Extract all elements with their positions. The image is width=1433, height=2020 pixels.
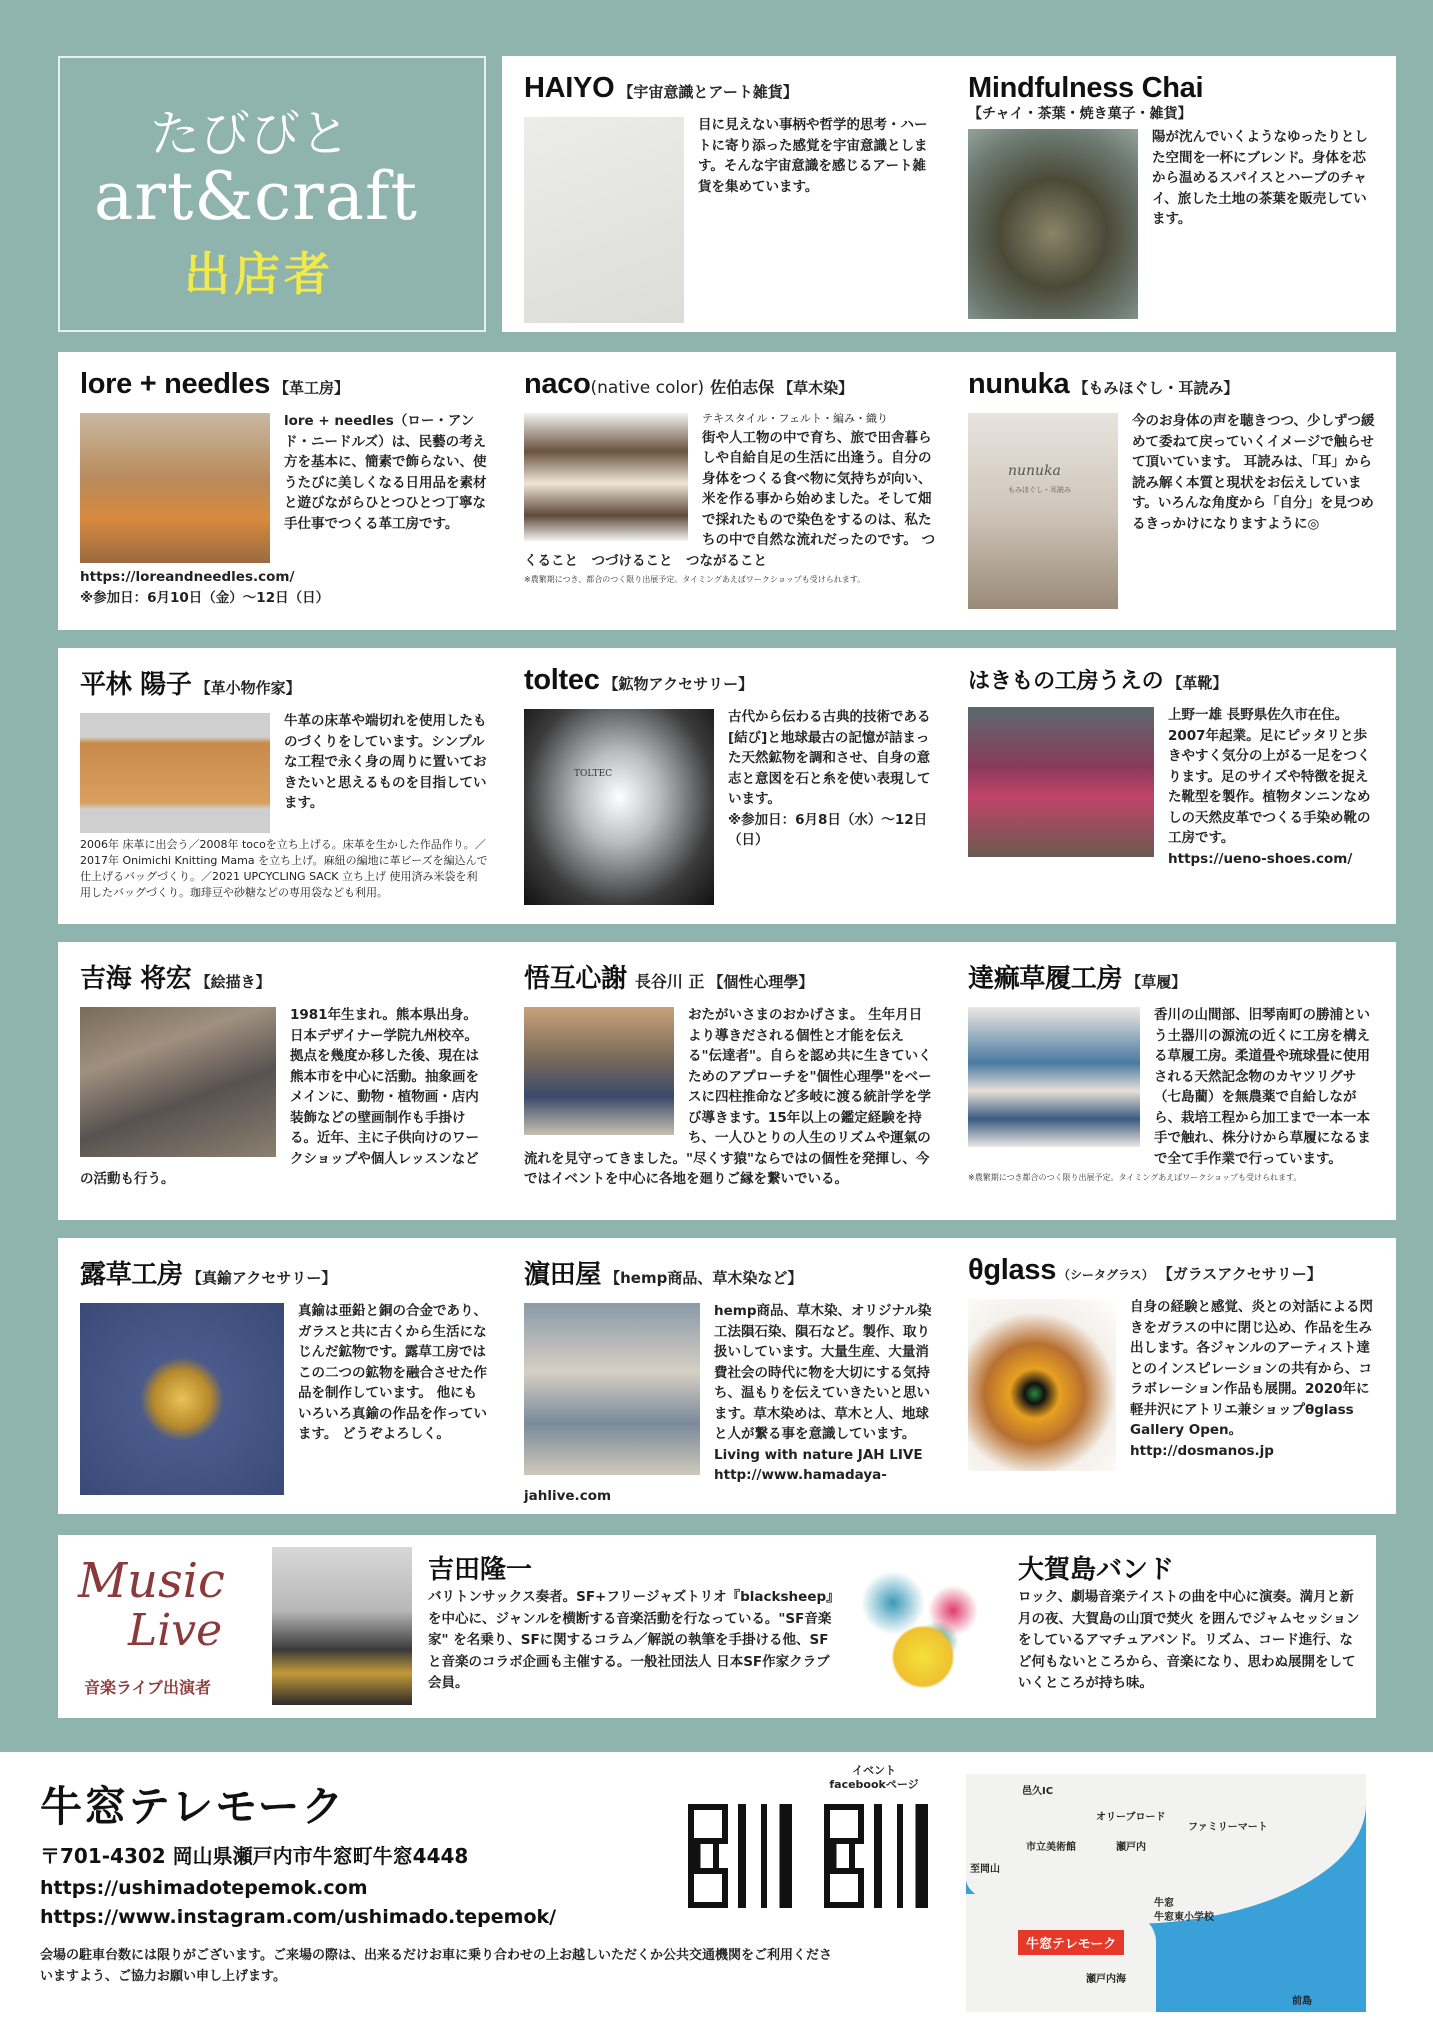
card-name: toltec bbox=[524, 664, 600, 696]
card-tag: 【革靴】 bbox=[1167, 674, 1228, 692]
map-label-familymart: ファミリーマート bbox=[1188, 1822, 1268, 1833]
performer-1-name: 吉田隆一 bbox=[428, 1555, 533, 1585]
ueno-photo bbox=[968, 707, 1154, 857]
toltec-photo-label: TOLTEC bbox=[574, 769, 613, 779]
map-venue-label: 牛窓テレモーク bbox=[1018, 1930, 1124, 1955]
card-name: nunuka bbox=[968, 368, 1070, 400]
card-name: naco bbox=[524, 368, 591, 400]
card-body: 上野一雄 長野県佐久市在住。2007年起業。足にピッタリと歩きやすく気分の上がる一足をつくります。足のサイズや特徴を捉えた靴型を製作。植物タンニンなめしの天然皮革でつくる手染め靴の工房です。 bbox=[1168, 707, 1371, 847]
performer-2-name: 大賀島バンド bbox=[1018, 1555, 1175, 1585]
card-chai bbox=[946, 56, 1396, 332]
performer-1-photo bbox=[272, 1547, 412, 1705]
access-map[interactable] bbox=[966, 1774, 1366, 2012]
card-name: 平林 陽子 bbox=[80, 670, 192, 700]
card-naco bbox=[502, 352, 952, 630]
map-label-maejima: 前島 bbox=[1292, 1996, 1312, 2007]
map-label-okayama: 至岡山 bbox=[970, 1864, 1000, 1875]
yoshiumi-photo bbox=[80, 1007, 276, 1157]
title-line-3: 出店者 bbox=[184, 247, 334, 301]
card-body: 自身の経験と感覚、炎との対話による閃きをガラスの中に閉じ込め、作品を生み出します。各ジャンルのアーティスト達とのインスピレーションの共有から、コラボレーション作品も展開。2020年に軽井沢にアトリエ兼ショップθglass Gallery Open。 bbox=[1130, 1299, 1373, 1439]
footer bbox=[0, 1752, 1433, 2020]
card-note: https://ueno-shoes.com/ bbox=[1168, 850, 1353, 867]
card-tag: 【宇宙意識とアート雑貨】 bbox=[618, 83, 798, 101]
card-body: 街や人工物の中で育ち、旅で田舎暮らしや自給自足の生活に出逢う。自分の身体をつくる食べ物に気持ちが向い、米を作る事から始めました。そして畑で採れたもので染色をするのは、私たちの中で自然な流れだったのです。 つくること つづけること つながること bbox=[524, 429, 936, 569]
card-tag: 【真鍮アクセサリー】 bbox=[186, 1269, 337, 1287]
music-logo-live: Live bbox=[128, 1605, 223, 1656]
website-link[interactable]: https://ushimadotepemok.com bbox=[40, 1877, 368, 1899]
performer-1-text: バリトンサックス奏者。SF+フリージャズトリオ『blacksheep』を中心に、ジャンルを横断する音楽活動を行なっている。"SF音楽家" を名乗り、SFに関するコラム／解説の執筆を手掛ける他、SFと音楽のコラボ企画も主催する。一般社団法人 日本SF作家クラブ会員。 bbox=[428, 1589, 833, 1692]
card-body: 牛革の床革や端切れを使用したものづくりをしています。シンプルな工程で永く身の周りに置いておきたいと思えるものを目指しています。 bbox=[284, 713, 487, 812]
map-label-sea: 瀬戸内海 bbox=[1086, 1974, 1126, 1985]
card-roso bbox=[58, 1238, 508, 1514]
card-toltec bbox=[502, 648, 952, 924]
card-tag: 【草木染】 bbox=[778, 379, 854, 397]
card-body: 1981年生まれ。熊本県出身。日本デザイナー学院九州校卒。拠点を幾度か移した後、現在は熊本市を中心に活動。抽象画をメインに、動物・植物画・店内装飾などの壁画制作も手掛ける。近年、主に子供向けのワークショップや個人レッスンなどの活動も行う。 bbox=[80, 1007, 479, 1188]
card-body: 真鍮は亜鉛と銅の合金であり、ガラスと共に古くから生活になじんだ鉱物です。露草工房ではこの二つの鉱物を融合させた作品を制作しています。 他にもいろいろ真鍮の作品を作っています。 どうぞよろしく。 bbox=[298, 1303, 487, 1443]
map-label-ic: 邑久IC bbox=[1022, 1786, 1054, 1797]
website-qr-code[interactable] bbox=[688, 1804, 792, 1908]
card-haiyo bbox=[502, 56, 952, 332]
card-note: ※参加日：6月10日（金）〜12日（日） bbox=[80, 589, 330, 606]
card-glass bbox=[946, 1238, 1396, 1514]
card-hamadaya bbox=[502, 1238, 952, 1514]
nunuka-photo-sublabel: もみほぐし・耳読み bbox=[1008, 486, 1071, 494]
card-tag: 【もみほぐし・耳読み】 bbox=[1073, 379, 1239, 397]
music-live-panel bbox=[58, 1535, 1376, 1718]
card-name: 露草工房 bbox=[80, 1260, 183, 1290]
card-tatsuma bbox=[946, 942, 1396, 1220]
card-note: ※農繁期につき都合のつく限り出展予定。タイミングあえばワークショップも受けられます。 bbox=[968, 1173, 1302, 1183]
card-tag: 【hemp商品、草木染など】 bbox=[605, 1269, 803, 1287]
card-note: http://www.hamadaya-jahlive.com bbox=[524, 1467, 887, 1504]
toltec-photo bbox=[524, 709, 714, 905]
card-name: 吉海 将宏 bbox=[80, 964, 192, 994]
card-name: 達痲草履工房 bbox=[968, 964, 1123, 994]
map-label-ushimado: 牛窓 bbox=[1154, 1898, 1174, 1909]
card-body-2: 2006年 床革に出会う／2008年 tocoを立ち上げる。床革を生かした作品作り。／2017年 Onimichi Knitting Mama を立ち上げ。麻紐の編地に革ビーズを編込んで仕上げるバッグづくり。／2021 UPCYCLING SACK 立ち上げ 使用済み米袋を利用したバッグづくり。珈琲豆や砂糖などの専用袋なども利用。 bbox=[80, 838, 488, 899]
card-person: 長谷川 正 bbox=[634, 972, 705, 991]
roso-photo bbox=[80, 1303, 284, 1495]
card-hirabayashi bbox=[58, 648, 508, 924]
card-name-small: (native color) bbox=[590, 378, 705, 398]
card-tag: 【個性心理學】 bbox=[708, 973, 814, 991]
title-panel bbox=[58, 56, 486, 332]
glass-photo bbox=[968, 1299, 1116, 1471]
gogo-photo bbox=[524, 1007, 674, 1135]
title-line-2: art&craft bbox=[94, 158, 418, 235]
card-person: 佐伯志保 bbox=[710, 378, 775, 397]
card-tag: 【革工房】 bbox=[274, 379, 350, 397]
card-tag: 【草履】 bbox=[1126, 973, 1187, 991]
parking-note: 会場の駐車台数には限りがございます。ご来場の際は、出来るだけお車に乗り合わせの上お越しいただくか公共交通機関をご利用くださいますよう、ご協力お願い申し上げます。 bbox=[40, 1948, 832, 1984]
card-name: θglass bbox=[968, 1254, 1057, 1286]
map-label-olive-road: オリーブロード bbox=[1096, 1812, 1166, 1823]
haiyo-photo bbox=[524, 117, 684, 323]
instagram-link[interactable]: https://www.instagram.com/ushimado.tepemok/ bbox=[40, 1906, 557, 1928]
card-body: おたがいさまのおかげさま。 生年月日より導きだされる個性と才能を伝える"伝達者"。自らを認め共に生きていくためのアプローチを"個性心理學"をベースに四柱推命など多岐に渡る統計学を学び導きます。15年以上の鑑定経験を持ち、一人ひとりの人生のリズムや運氣の流れを見守ってきました。"尽くす猿"ならではの個性を発揮し、今ではイベントを中心に各地を廻りご縁を繋いでいる。 bbox=[524, 1007, 932, 1188]
card-body: 古代から伝わる古典的技術である[結び]と地球最古の記憶が詰まった天然鉱物を調和させ、自身の意志と意図を石と糸を使い表現しています。 bbox=[728, 709, 931, 808]
card-ueno bbox=[946, 648, 1396, 924]
card-note: ※農繁期につき、都合のつく限り出展予定。タイミングあえばワークショップも受けられます。 bbox=[524, 575, 866, 585]
card-body: lore + needles（ロー・アンド・ニードルズ）は、民藝の考え方を基本に、簡素で飾らない、使うたびに美しくなる日用品を素材と遊びながらひとつひとつ丁寧な手仕事でつくる革工房です。 https://loreandneedles.com/ bbox=[80, 413, 487, 585]
map-label-setouchi: 瀬戸内 bbox=[1116, 1842, 1146, 1853]
tatsuma-photo bbox=[968, 1007, 1140, 1147]
card-name: はきもの工房うえの bbox=[968, 669, 1164, 694]
card-name: 悟互心謝 bbox=[524, 964, 627, 994]
map-label-school: 牛窓東小学校 bbox=[1154, 1912, 1214, 1923]
card-name: Mindfulness Chai bbox=[968, 72, 1204, 104]
card-body: 今のお身体の声を聴きつつ、少しずつ緩めて委ねて戻っていくイメージで触らせて頂いています。 耳読みは、「耳」から読み解く本質と現状をお伝えしています。いろんな角度から「自分」を見つめるきっかけになりますように◎ bbox=[1132, 413, 1375, 532]
nunuka-photo-label: nunuka bbox=[1008, 463, 1061, 479]
card-name: 濵田屋 bbox=[524, 1260, 602, 1290]
card-tag: 【チャイ・茶葉・焼き菓子・雑貨】 bbox=[968, 106, 1192, 122]
venue-address: 〒701-4302 岡山県瀬戸内市牛窓町牛窓4448 bbox=[40, 1844, 469, 1868]
hirabayashi-photo bbox=[80, 713, 270, 833]
card-lore bbox=[58, 352, 508, 630]
music-subtitle: 音楽ライブ出演者 bbox=[84, 1678, 212, 1697]
nunuka-photo bbox=[968, 413, 1118, 609]
card-yoshiumi bbox=[58, 942, 508, 1220]
card-note: ※参加日：6月8日（水）〜12日（日） bbox=[728, 811, 928, 849]
card-note: http://dosmanos.jp bbox=[1130, 1442, 1274, 1459]
facebook-qr-code[interactable] bbox=[824, 1804, 928, 1908]
facebook-qr-label: イベント facebookページ bbox=[829, 1764, 919, 1792]
card-gogo bbox=[502, 942, 952, 1220]
performer-2-text: ロック、劇場音楽テイストの曲を中心に演奏。満月と新月の夜、大賀島の山頂で焚火 を囲んでジャムセッションをしているアマチュアバンド。リズム、コード進行、など何もないところから、音楽になり、思わぬ展開をしていくところが持ち味。 bbox=[1018, 1589, 1360, 1692]
card-body: hemp商品、草木染、オリジナル染工法隕石染、隕石など。製作、取り扱いしています。大量生産、大量消費社会の時代に物を大切にする気持ち、温もりを伝えていきたいと思います。草木染めは、草木と人、地球と人が繋る事を意識しています。Living with nature JAH LIVE bbox=[714, 1303, 932, 1463]
card-body: 目に見えない事柄や哲学的思考・ハートに寄り添った感覚を宇宙意識とします。そんな宇宙意識を感じるアート雑貨を集めています。 bbox=[698, 117, 928, 195]
card-nunuka bbox=[946, 352, 1396, 630]
card-body: 香川の山間部、旧琴南町の勝浦という土器川の源流の近くに工房を構える草履工房。柔道畳や琉球畳に使用される天然記念物のカヤツリグサ（七島藺）を無農薬で自給しながら、栽培工程から加工まで一本一本手で触れ、株分けから草履になるまで全て手作業で行っています。 bbox=[1154, 1007, 1371, 1167]
card-tag: 【革小物作家】 bbox=[195, 679, 301, 697]
card-tag: 【鉱物アクセサリー】 bbox=[603, 675, 754, 693]
card-body: 陽が沈んでいくようなゆったりとした空間を一杯にブレンド。身体を芯から温めるスパイスとハーブのチャイ、旅した土地の茶葉を販売しています。 bbox=[1152, 129, 1368, 228]
naco-photo bbox=[524, 413, 688, 541]
venue-name: 牛窓テレモーク bbox=[40, 1782, 346, 1831]
lore-photo bbox=[80, 413, 270, 563]
card-name: HAIYO bbox=[524, 72, 615, 104]
card-name: lore + needles bbox=[80, 368, 271, 400]
card-lead: テキスタイル・フェルト・編み・織り bbox=[702, 412, 889, 425]
card-name-small: （シータグラス） bbox=[1058, 1268, 1154, 1282]
performer-2-photo bbox=[848, 1549, 998, 1703]
title-line-1: たびびと bbox=[150, 105, 350, 163]
chai-photo bbox=[968, 129, 1138, 319]
hamadaya-photo bbox=[524, 1303, 700, 1475]
card-tag: 【ガラスアクセサリー】 bbox=[1157, 1265, 1322, 1283]
map-label-museum: 市立美術館 bbox=[1026, 1842, 1076, 1853]
card-tag: 【絵描き】 bbox=[195, 973, 271, 991]
music-logo-music: Music bbox=[78, 1553, 225, 1609]
